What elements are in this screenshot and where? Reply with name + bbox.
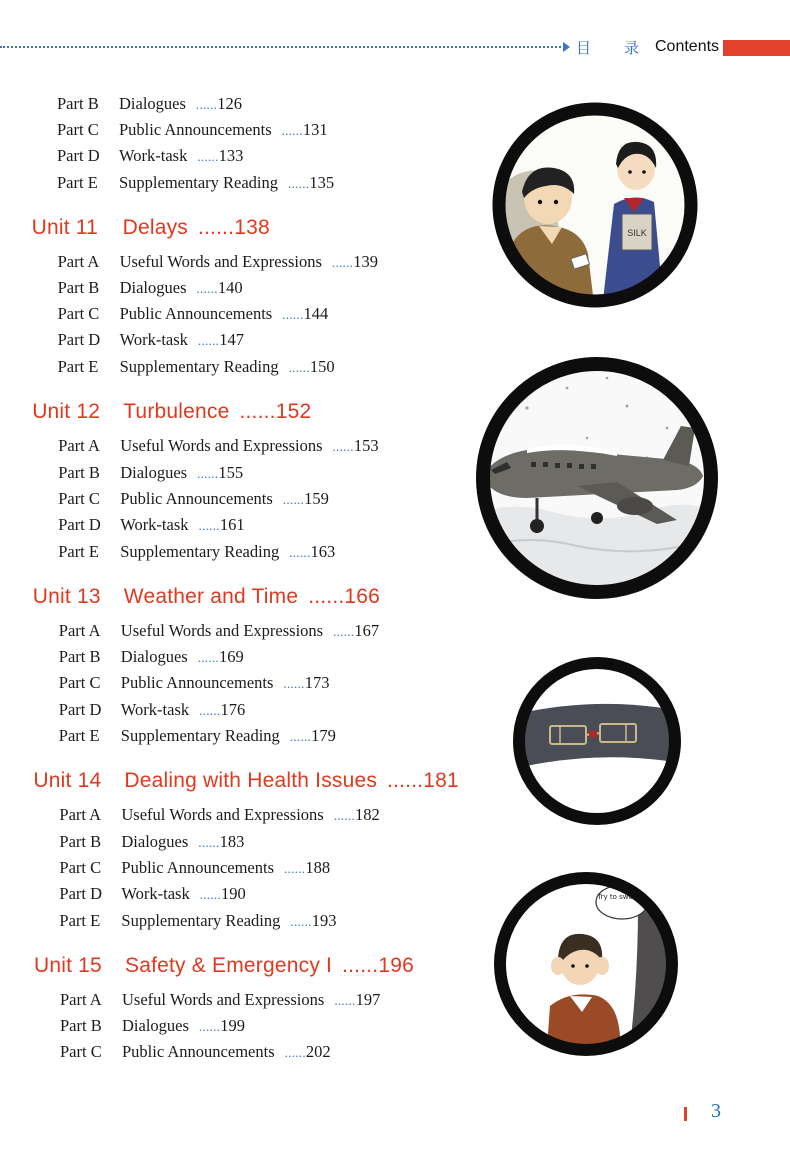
part-label: Part D xyxy=(59,884,103,903)
part-label: Part A xyxy=(57,252,100,271)
toc-part-entry[interactable] xyxy=(59,647,244,667)
part-title: Useful Words and Expressions xyxy=(120,621,324,640)
leader-dots: ...... xyxy=(197,149,219,164)
page-number-ref: 138 xyxy=(234,216,270,239)
leader-dots: ...... xyxy=(239,400,276,423)
page-ref xyxy=(283,673,329,692)
toc-part-entry[interactable] xyxy=(58,463,243,483)
part-title: Supplementary Reading xyxy=(120,726,280,745)
page-number-ref: 179 xyxy=(311,726,336,745)
page-ref xyxy=(199,700,245,719)
part-label: Part E xyxy=(59,911,101,930)
page-number-ref: 182 xyxy=(355,805,380,824)
page-number-ref: 173 xyxy=(304,673,330,692)
toc-part-entry[interactable] xyxy=(58,542,335,562)
leader-dots: ...... xyxy=(283,676,305,691)
toc-part-entry[interactable] xyxy=(58,489,329,509)
part-title: Dialogues xyxy=(119,94,186,113)
page-ref xyxy=(289,542,335,561)
part-label: Part B xyxy=(58,463,100,482)
page-number-ref: 188 xyxy=(305,858,331,877)
illustration-flight-attendant xyxy=(484,94,706,316)
toc-unit-heading[interactable] xyxy=(33,585,380,609)
page-ref xyxy=(282,120,328,139)
illustration-ear-pressure xyxy=(488,866,684,1062)
part-title: Public Announcements xyxy=(119,304,273,323)
page-number-ref: 150 xyxy=(309,357,335,376)
page-ref xyxy=(197,146,243,165)
part-label: Part B xyxy=(59,832,102,851)
page-number-ref: 161 xyxy=(219,515,245,534)
part-title: Supplementary Reading xyxy=(119,173,279,192)
toc-part-entry[interactable] xyxy=(58,330,244,350)
part-label: Part D xyxy=(57,330,101,349)
toc-part-entry[interactable] xyxy=(59,858,330,878)
speech-bubble-text: Try to swallow xyxy=(597,893,647,901)
part-label: Part C xyxy=(60,1042,102,1061)
part-title: Public Announcements xyxy=(120,673,274,692)
page-ref xyxy=(200,884,246,903)
part-title: Dialogues xyxy=(120,647,188,666)
page-number-ref: 163 xyxy=(310,542,336,561)
toc-part-entry[interactable] xyxy=(60,1016,245,1036)
part-title: Supplementary Reading xyxy=(119,357,279,376)
part-title: Public Announcements xyxy=(122,1042,275,1061)
illustration-airplane-snow xyxy=(467,348,727,608)
page-ref xyxy=(334,990,380,1009)
part-title: Work-task xyxy=(120,700,190,719)
part-title: Dialogues xyxy=(121,832,189,851)
leader-dots: ...... xyxy=(333,808,356,823)
page-ref xyxy=(342,954,414,977)
page-number-ref: 159 xyxy=(304,489,329,508)
part-label: Part A xyxy=(60,990,102,1009)
toc-part-entry[interactable] xyxy=(58,252,378,272)
leader-dots: ...... xyxy=(197,216,235,239)
page-ref xyxy=(197,463,243,482)
page-ref xyxy=(290,726,336,745)
page-number-ref: 153 xyxy=(353,436,379,455)
page-number-bar xyxy=(684,1107,687,1121)
part-title: Public Announcements xyxy=(119,120,272,139)
leader-dots: ...... xyxy=(333,624,355,639)
page-number-ref: 131 xyxy=(302,120,328,139)
page-ref xyxy=(333,621,379,640)
part-label: Part D xyxy=(58,700,102,719)
page-number-ref: 147 xyxy=(219,330,244,349)
leader-dots: ...... xyxy=(198,1019,221,1034)
part-title: Dialogues xyxy=(119,278,187,297)
part-title: Work-task xyxy=(120,515,189,534)
leader-dots: ...... xyxy=(197,466,219,481)
page-number-ref: 181 xyxy=(423,769,459,792)
leader-dots: ...... xyxy=(282,492,305,507)
page-number-ref: 183 xyxy=(219,832,245,851)
page-ref xyxy=(197,278,243,297)
leader-dots: ...... xyxy=(342,954,379,977)
page-number-ref: 202 xyxy=(305,1042,331,1061)
toc-unit-heading[interactable] xyxy=(33,769,459,793)
page-number-ref: 169 xyxy=(219,647,244,666)
page-number-ref: 166 xyxy=(344,585,381,608)
leader-dots: ...... xyxy=(290,914,312,929)
leader-dots: ...... xyxy=(289,545,311,560)
part-label: Part C xyxy=(57,120,99,139)
part-title: Public Announcements xyxy=(121,858,274,877)
page-number: 3 xyxy=(711,1100,721,1122)
part-label: Part E xyxy=(58,726,100,745)
page-number-ref: 199 xyxy=(220,1016,245,1035)
page-ref xyxy=(308,585,380,608)
leader-dots: ...... xyxy=(289,729,312,744)
page-ref xyxy=(283,489,329,508)
page-number-ref: 139 xyxy=(353,252,378,271)
toc-part-entry[interactable] xyxy=(59,726,336,746)
page-number-ref: 197 xyxy=(355,990,381,1009)
page-ref xyxy=(239,400,311,423)
part-label: Part D xyxy=(57,146,100,165)
illustration-seatbelt xyxy=(508,652,686,830)
leader-dots: ...... xyxy=(281,123,303,138)
page-ref xyxy=(199,515,245,534)
page-number-ref: 135 xyxy=(309,173,335,192)
toc-part-entry[interactable] xyxy=(57,173,334,193)
part-title: Supplementary Reading xyxy=(120,542,280,561)
header-title: Contents xyxy=(655,38,720,55)
toc-part-entry[interactable] xyxy=(60,1042,331,1062)
leader-dots: ...... xyxy=(282,307,304,322)
toc-part-entry[interactable] xyxy=(59,673,330,693)
toc-part-entry[interactable] xyxy=(59,805,379,825)
page-ref xyxy=(198,832,244,851)
unit-title: Safety & Emergency I xyxy=(125,954,333,977)
part-label: Part D xyxy=(58,515,101,534)
toc-part-entry[interactable] xyxy=(59,700,245,720)
part-label: Part E xyxy=(57,173,98,192)
page-ref xyxy=(387,769,459,792)
leader-dots: ...... xyxy=(288,176,310,191)
toc-unit-heading[interactable] xyxy=(32,216,270,240)
leader-dots: ...... xyxy=(199,887,222,902)
unit-title: Turbulence xyxy=(123,400,230,423)
page-ref xyxy=(199,1016,245,1035)
part-label: Part A xyxy=(58,436,100,455)
page-number-ref: 126 xyxy=(217,94,242,113)
part-label: Part C xyxy=(58,489,100,508)
page-ref xyxy=(284,858,330,877)
page-number-ref: 176 xyxy=(220,700,246,719)
part-label: Part B xyxy=(57,94,99,113)
part-title: Useful Words and Expressions xyxy=(120,436,323,455)
toc-part-entry[interactable] xyxy=(59,832,244,852)
page-ref xyxy=(198,330,244,349)
part-label: Part A xyxy=(58,621,101,640)
part-title: Work-task xyxy=(119,330,188,349)
page-number-ref: 144 xyxy=(303,304,329,323)
leader-dots: ...... xyxy=(198,835,220,850)
part-title: Useful Words and Expressions xyxy=(121,805,324,824)
page-ref xyxy=(198,216,270,239)
page-number-ref: 152 xyxy=(275,400,312,423)
header-cn-lu: 录 xyxy=(624,39,640,57)
part-label: Part C xyxy=(59,858,102,877)
leader-dots: ...... xyxy=(308,585,345,608)
page-ref xyxy=(196,94,242,113)
page-number-ref: 196 xyxy=(378,954,414,977)
header-cn-mu: 目 xyxy=(576,39,592,57)
page-ref xyxy=(290,911,336,930)
part-title: Dialogues xyxy=(120,463,188,482)
page-ref xyxy=(285,1042,331,1061)
page-ref xyxy=(333,436,379,455)
part-label: Part E xyxy=(57,357,99,376)
leader-dots: ...... xyxy=(196,281,218,296)
part-title: Public Announcements xyxy=(120,489,273,508)
toc-part-entry[interactable] xyxy=(57,146,243,166)
toc-part-entry[interactable] xyxy=(57,120,328,140)
leader-dots: ...... xyxy=(288,360,310,375)
page-ref xyxy=(198,647,244,666)
unit-number: Unit 13 xyxy=(32,585,101,608)
part-title: Work-task xyxy=(121,884,190,903)
toc-part-entry[interactable] xyxy=(58,436,378,456)
leader-dots: ...... xyxy=(387,769,424,792)
page-number-ref: 167 xyxy=(354,621,380,640)
part-label: Part C xyxy=(57,304,100,323)
page-ref xyxy=(334,805,380,824)
toc-part-entry[interactable] xyxy=(59,621,379,641)
toc-part-entry[interactable] xyxy=(57,94,242,114)
leader-dots: ...... xyxy=(197,650,220,665)
page-number-ref: 133 xyxy=(218,146,244,165)
part-label: Part B xyxy=(57,278,100,297)
part-title: Dialogues xyxy=(122,1016,189,1035)
unit-title: Weather and Time xyxy=(123,585,299,608)
page-number-ref: 193 xyxy=(311,911,337,930)
unit-number: Unit 11 xyxy=(31,216,98,239)
page-number-ref: 190 xyxy=(221,884,246,903)
leader-dots: ...... xyxy=(331,255,354,270)
page-number-ref: 140 xyxy=(217,278,243,297)
part-title: Supplementary Reading xyxy=(121,911,281,930)
toc-part-entry[interactable] xyxy=(59,911,336,931)
toc-unit-heading[interactable] xyxy=(34,954,414,978)
page-ref xyxy=(289,357,335,376)
page-ref xyxy=(282,304,328,323)
part-title: Useful Words and Expressions xyxy=(119,252,322,271)
toc-part-entry[interactable] xyxy=(58,304,329,324)
part-title: Work-task xyxy=(119,146,188,165)
part-label: Part B xyxy=(60,1016,102,1035)
page-number-ref: 155 xyxy=(218,463,244,482)
unit-number: Unit 12 xyxy=(32,400,101,423)
leader-dots: ...... xyxy=(334,993,356,1008)
silk-label: SILK xyxy=(627,228,647,238)
page-ref xyxy=(288,173,334,192)
part-label: Part B xyxy=(58,647,101,666)
leader-dots: ...... xyxy=(332,439,354,454)
leader-dots: ...... xyxy=(197,333,220,348)
leader-dots: ...... xyxy=(199,703,221,718)
toc-part-entry[interactable] xyxy=(58,278,243,298)
toc-unit-heading[interactable] xyxy=(32,400,311,424)
part-label: Part E xyxy=(58,542,99,561)
unit-title: Dealing with Health Issues xyxy=(124,769,378,792)
toc-part-entry[interactable] xyxy=(60,990,380,1010)
toc-part-entry[interactable] xyxy=(58,515,244,535)
unit-number: Unit 15 xyxy=(34,954,102,977)
unit-number: Unit 14 xyxy=(33,769,102,792)
part-label: Part C xyxy=(58,673,101,692)
leader-dots: ...... xyxy=(284,861,306,876)
leader-dots: ...... xyxy=(198,518,220,533)
page-ref xyxy=(332,252,378,271)
toc-part-entry[interactable] xyxy=(58,357,335,377)
leader-dots: ...... xyxy=(284,1045,306,1060)
toc-part-entry[interactable] xyxy=(59,884,245,904)
part-label: Part A xyxy=(59,805,102,824)
leader-dots: ...... xyxy=(195,97,218,112)
unit-title: Delays xyxy=(122,216,188,239)
part-title: Useful Words and Expressions xyxy=(122,990,325,1009)
